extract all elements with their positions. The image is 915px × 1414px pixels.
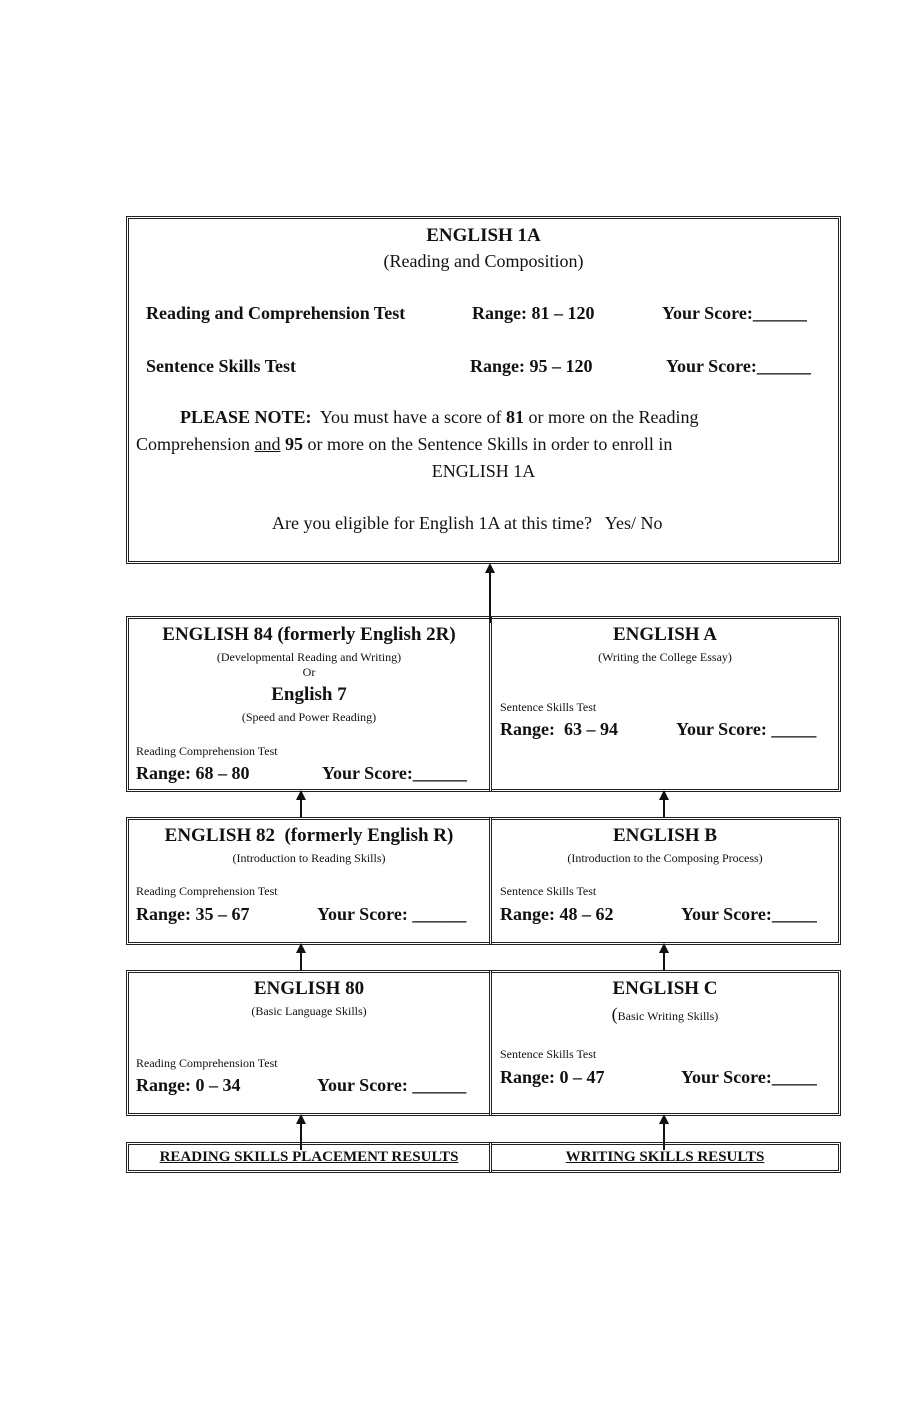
writing-results-label xyxy=(492,1149,838,1166)
english-80-subtitle: (Basic Language Skills) xyxy=(251,1004,367,1018)
english-84-subtitle: (Developmental Reading and Writing) xyxy=(216,650,402,664)
english-b-test-label: Sentence Skills Test xyxy=(500,884,597,898)
english-a-subtitle: (Writing the College Essay) xyxy=(598,650,732,664)
english-a-test-label: Sentence Skills Test xyxy=(500,700,597,714)
english-c-score: Your Score:_____ xyxy=(681,1067,817,1087)
english-84-title: ENGLISH 84 (formerly English 2R) xyxy=(162,624,456,645)
english-80-title: ENGLISH 80 xyxy=(253,978,365,999)
english-80-range: Range: 0 – 34 xyxy=(136,1075,241,1095)
writing-results-text: WRITING SKILLS RESULTS xyxy=(565,1149,765,1165)
reading-test-range: Range: 81 – 120 xyxy=(472,303,595,323)
english-82-title: ENGLISH 82 (formerly English R) xyxy=(164,825,454,846)
reading-test-score: Your Score:______ xyxy=(662,303,807,323)
english-1a-box xyxy=(126,216,841,564)
english-a-box xyxy=(489,616,841,792)
english-c-subtitle-text: Basic Writing Skills) xyxy=(617,1009,719,1023)
note-text-2: or more on the Reading xyxy=(524,407,699,427)
please-note-line3: ENGLISH 1A xyxy=(431,461,536,481)
english-b-subtitle: (Introduction to the Composing Process) xyxy=(567,851,763,865)
note-text-5: or more on the Sentence Skills in order to enroll in xyxy=(303,434,673,454)
reading-results-footer xyxy=(126,1142,492,1173)
please-note-line1 xyxy=(180,407,698,428)
english-84-or: Or xyxy=(302,665,316,679)
english-b-range: Range: 48 – 62 xyxy=(500,904,614,924)
english-7-subtitle: (Speed and Power Reading) xyxy=(241,710,377,724)
reading-results-text: READING SKILLS PLACEMENT RESULTS xyxy=(159,1149,459,1165)
eligibility-question: Are you eligible for English 1A at this time? Yes/ No xyxy=(272,513,663,533)
note-text-1: You must have a score of xyxy=(311,407,507,427)
writing-results-footer xyxy=(489,1142,841,1173)
sentence-test-label: Sentence Skills Test xyxy=(146,356,297,376)
reading-results-label xyxy=(129,1149,489,1166)
please-note-lead: PLEASE NOTE: xyxy=(180,407,312,427)
english-c-test-label: Sentence Skills Test xyxy=(500,1047,597,1061)
english-1a-title: ENGLISH 1A xyxy=(426,225,541,246)
english-1a-subtitle: (Reading and Composition) xyxy=(383,251,584,271)
english-82-range: Range: 35 – 67 xyxy=(136,904,250,924)
english-c-subtitle-paren: ( xyxy=(611,1004,618,1024)
english-7-title: English 7 xyxy=(271,684,347,705)
english-a-score: Your Score: _____ xyxy=(676,719,817,739)
english-b-title: ENGLISH B xyxy=(612,825,717,846)
english-c-box xyxy=(489,970,841,1116)
english-80-box xyxy=(126,970,492,1116)
english-80-test-label: Reading Comprehension Test xyxy=(136,1056,278,1070)
english-82-box xyxy=(126,817,492,945)
english-82-test-label: Reading Comprehension Test xyxy=(136,884,278,898)
english-c-subtitle xyxy=(492,1004,838,1025)
english-84-test-label: Reading Comprehension Test xyxy=(136,744,278,758)
english-c-range: Range: 0 – 47 xyxy=(500,1067,605,1087)
english-82-subtitle: (Introduction to Reading Skills) xyxy=(232,851,386,865)
english-84-score: Your Score:______ xyxy=(322,763,467,783)
sentence-test-range: Range: 95 – 120 xyxy=(470,356,593,376)
reading-test-label: Reading and Comprehension Test xyxy=(146,303,406,323)
note-and: and xyxy=(254,434,281,454)
english-84-box xyxy=(126,616,492,792)
english-a-range: Range: 63 – 94 xyxy=(500,719,618,739)
sentence-test-score: Your Score:______ xyxy=(666,356,811,376)
english-82-score: Your Score: ______ xyxy=(317,904,467,924)
english-80-score: Your Score: ______ xyxy=(317,1075,467,1095)
note-text-3: Comprehension xyxy=(136,434,255,454)
english-a-title: ENGLISH A xyxy=(612,624,717,645)
please-note-line2 xyxy=(136,434,672,455)
english-b-box xyxy=(489,817,841,945)
english-84-range: Range: 68 – 80 xyxy=(136,763,250,783)
note-min-sentence: 95 xyxy=(285,434,303,454)
english-c-title: ENGLISH C xyxy=(612,978,718,999)
english-b-score: Your Score:_____ xyxy=(681,904,817,924)
note-min-reading: 81 xyxy=(506,407,525,427)
